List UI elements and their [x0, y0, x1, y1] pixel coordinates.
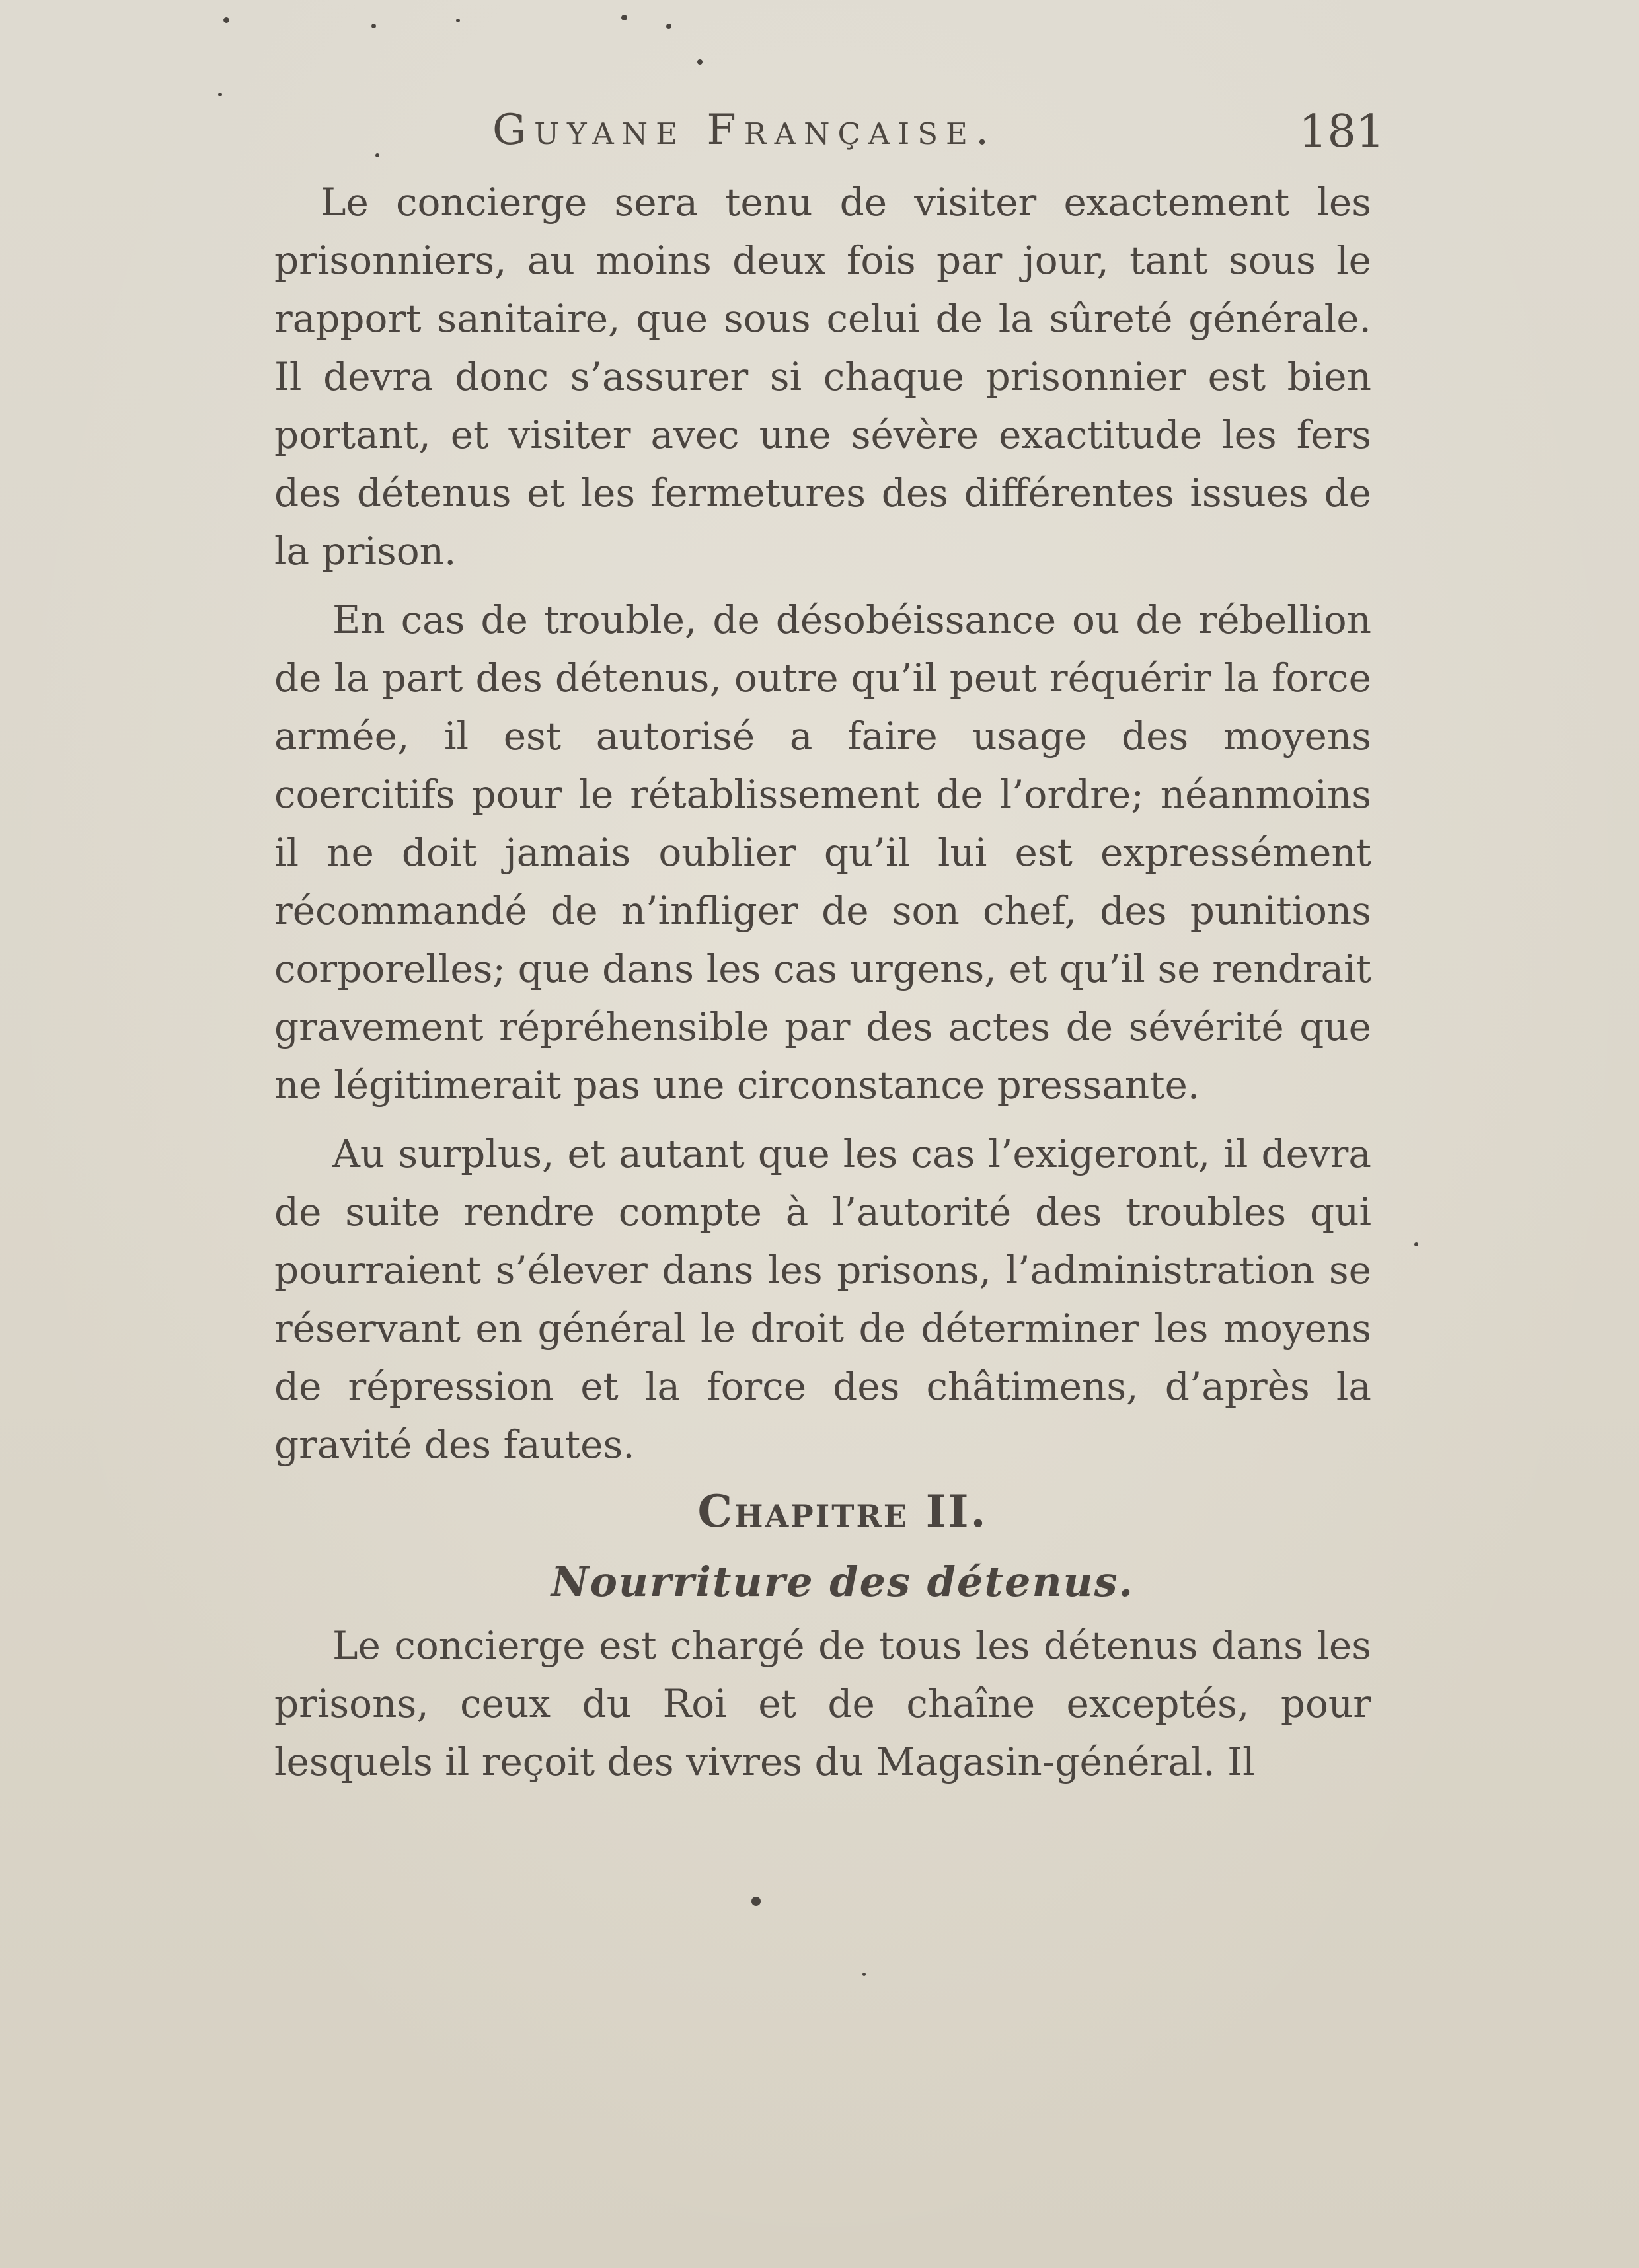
page-number: 181 [1299, 106, 1385, 158]
chapter-title: Chapitre II. [697, 1486, 988, 1537]
paragraph-rebellion: En cas de trouble, de désobéissance ou de rébellion de la part des détenus, outre qu’il peut réquérir la force armée, il est autorisé a faire usage des moyens coercitifs pour le rétablissement de l’ordre; néanmoins il ne doit jamais oublier qu’il lui est expressément récommandé de n’infliger de son chef, des punitions corporelles; que dans les cas urgens, et qu’il se rendrait gravement répréhensible par des actes de sévérité que ne légitimerait pas une circonstance pressante. [274, 597, 1371, 1108]
running-title: Guyane Française. [492, 106, 997, 155]
body-text [274, 173, 1371, 1791]
paragraph-food: Le concierge est chargé de tous les détenus dans les prisons, ceux du Roi et de chaîne exceptés, pour lesquels il reçoit des vivres du Magasin-général. Il [274, 1623, 1371, 1784]
paragraph-reporting: Au surplus, et autant que les cas l’exigeront, il devra de suite rendre compte à l’autorité des troubles qui pourraient s’élever dans les prisons, l’administration se réservant en général le droit de déterminer les moyens de répression et la force des châtimens, d’après la gravité des fautes. [274, 1131, 1371, 1467]
page-header [274, 106, 1385, 165]
paragraph-concierge-duties: Le concierge sera tenu de visiter exactement les prisonniers, au moins deux fois par jour, tant sous le rapport sanitaire, que sous celui de la sûreté générale. Il devra donc s’assurer si chaque prisonnier est bien portant, et visiter avec une sévère exactitude les fers des détenus et les fermetures des différentes issues de la prison. [274, 180, 1371, 574]
chapter-subtitle: Nourriture des détenus. [551, 1558, 1135, 1606]
